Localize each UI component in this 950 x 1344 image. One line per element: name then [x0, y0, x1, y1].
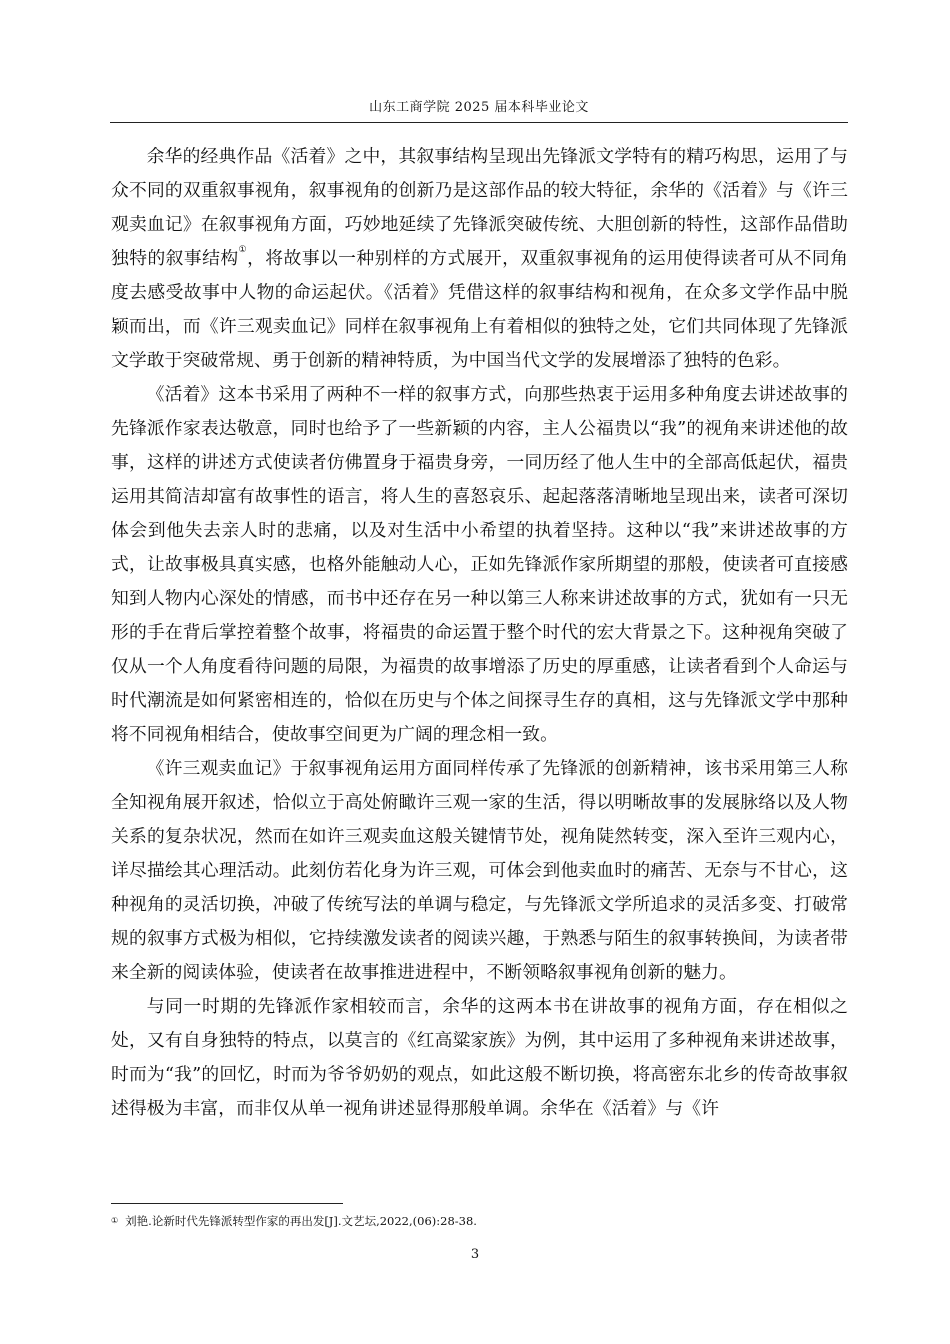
- footnote-number: ①: [111, 1216, 119, 1225]
- footnote-text: 刘艳.论新时代先锋派转型作家的再出发[J].文艺坛,2022,(06):28-38.: [125, 1214, 477, 1228]
- paragraph-2: 《活着》这本书采用了两种不一样的叙事方式，向那些热衷于运用多种角度去讲述故事的先锋派作家表达敬意，同时也给予了一些新颖的内容，主人公福贵以“我”的视角来讲述他的故事，这样的讲述方式使读者仿佛置身于福贵身旁，一同历经了他人生中的全部高低起伏，福贵运用其简洁却富有故事性的语言，将人生的喜怒哀乐、起起落落清晰地呈现出来，读者可深切体会到他失去亲人时的悲痛，以及对生活中小希望的执着坚持。这种以“我”来讲述故事的方式，让故事极具真实感，也格外能触动人心，正如先锋派作家所期望的那般，使读者可直接感知到人物内心深处的情感，而书中还存在另一种以第三人称来讲述故事的方式，犹如有一只无形的手在背后掌控着整个故事，将福贵的命运置于整个时代的宏大背景之下。这种视角突破了仅从一个人角度看待问题的局限，为福贵的故事增添了历史的厚重感，让读者看到个人命运与时代潮流是如何紧密相连的，恰似在历史与个体之间探寻生存的真相，这与先锋派文学中那种将不同视角相结合，使故事空间更为广阔的理念相一致。: [111, 384, 848, 745]
- paragraph-1-text-b: ，将故事以一种别样的方式展开，双重叙事视角的运用使得读者可从不同角度去感受故事中人物的命运起伏。《活着》凭借这样的叙事结构和视角，在众多文学作品中脱颖而出，而《许三观卖血记》同样在叙事视角上有着相似的独特之处，它们共同体现了先锋派文学敢于突破常规、勇于创新的精神特质，为中国当代文学的发展增添了独特的色彩。: [111, 248, 848, 371]
- paragraph-1-text-a: 余华的经典作品《活着》之中，其叙事结构呈现出先锋派文学特有的精巧构思，运用了与众不同的双重叙事视角，叙事视角的创新乃是这部作品的较大特征，余华的《活着》与《许三观卖血记》在叙事视角方面，巧妙地延续了先锋派突破传统、大胆创新的特性，这部作品借助独特的叙事结构: [111, 146, 848, 269]
- footnote-divider: [111, 1203, 343, 1204]
- page-number: 3: [470, 1247, 480, 1262]
- page-header-title: 山东工商学院 2025 届本科毕业论文: [369, 100, 589, 115]
- footnote-reference-mark: ①: [238, 245, 248, 255]
- paragraph-3: 《许三观卖血记》于叙事视角运用方面同样传承了先锋派的创新精神，该书采用第三人称全知视角展开叙述，恰似立于高处俯瞰许三观一家的生活，得以明晰故事的发展脉络以及人物关系的复杂状况，然而在如许三观卖血这般关键情节处，视角陡然转变，深入至许三观内心，详尽描绘其心理活动。此刻仿若化身为许三观，可体会到他卖血时的痛苦、无奈与不甘心，这种视角的灵活切换，冲破了传统写法的单调与稳定，与先锋派文学所追求的灵活多变、打破常规的叙事方式极为相似，它持续激发读者的阅读兴趣，于熟悉与陌生的叙事转换间，为读者带来全新的阅读体验，使读者在故事推进进程中，不断领略叙事视角创新的魅力。: [111, 758, 848, 983]
- paragraph-1: [111, 140, 848, 378]
- paragraph-4: 与同一时期的先锋派作家相较而言，余华的这两本书在讲故事的视角方面，存在相似之处，又有自身独特的特点，以莫言的《红高粱家族》为例，其中运用了多种视角来讲述故事，时而为“我”的回忆，时而为爷爷奶奶的观点，如此这般不断切换，将高密东北乡的传奇故事叙述得极为丰富，而非仅从单一视角讲述显得那般单调。余华在《活着》与《许: [111, 996, 848, 1119]
- footnote: [111, 1213, 848, 1229]
- body-text: [111, 140, 848, 1126]
- header-divider: [110, 122, 848, 123]
